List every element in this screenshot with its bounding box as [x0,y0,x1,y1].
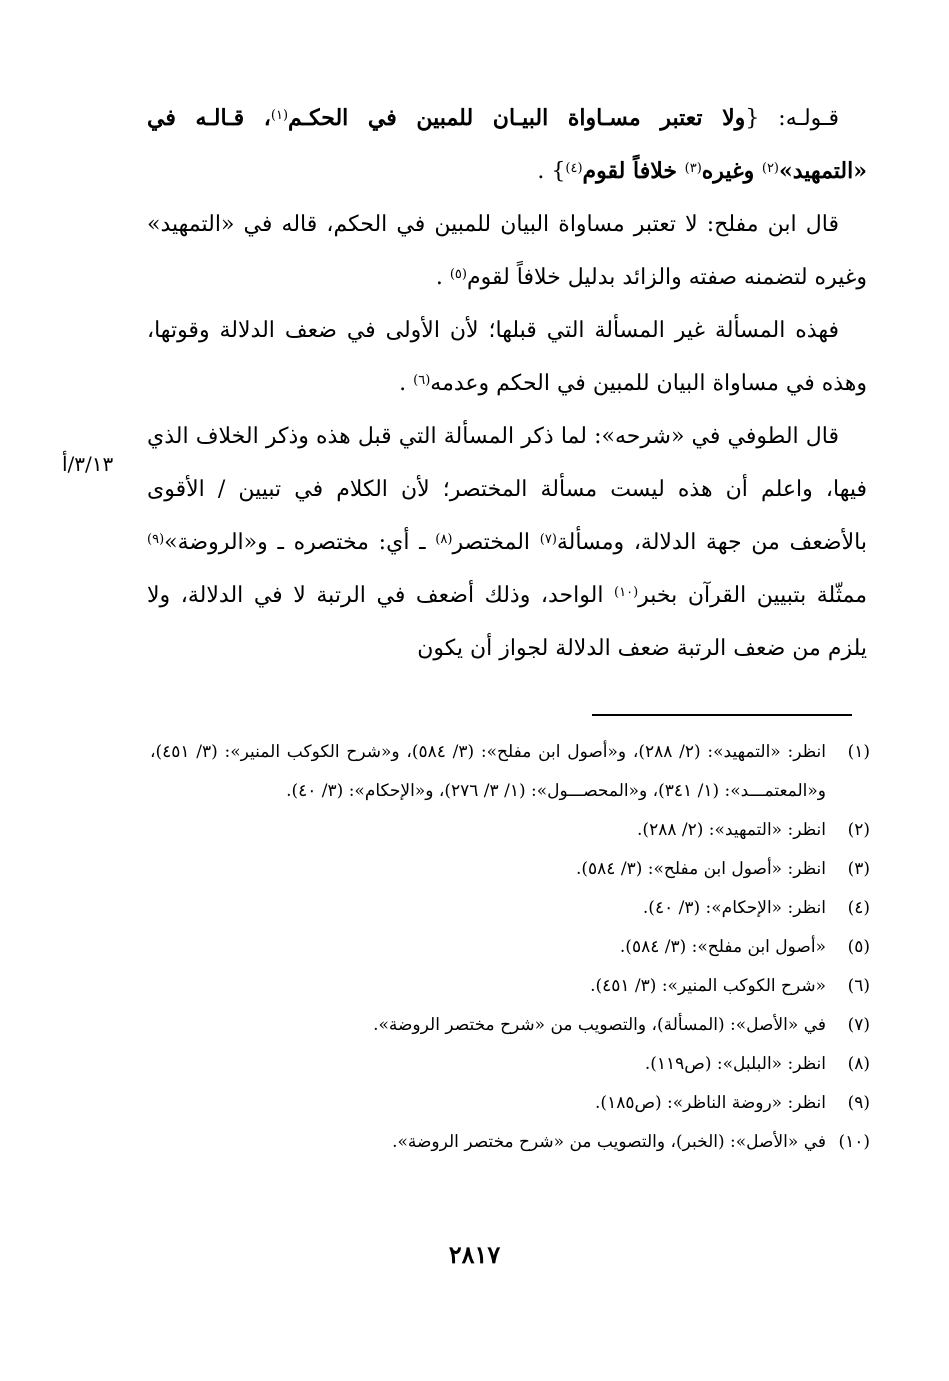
footnote-text: انظر: «أصول ابن مفلح»: (٣/ ٥٨٤). [575,859,826,879]
footnote [150,811,870,850]
footnote [150,1084,870,1123]
footnote-number: (٦) [847,976,870,996]
text-run: قال ابن مفلح: لا تعتبر مساواة البيان للمبين في الحكم، قاله في «التمهيد» وغيره لتضمنه صفته والزائد بدليل خلافاً لقوم [147,212,867,290]
footnote-text: «شرح الكوكب المنير»: (٣/ ٤٥١). [590,976,826,996]
matn-text: وغيره [701,158,762,184]
footnotes [150,733,870,1162]
text-run: } . [537,159,566,184]
footnote-number: (٣) [847,859,870,879]
matn-text: خلافاً لقوم [582,158,685,184]
paragraph [147,198,867,304]
matn-text: ، قـالـه في «التمهيد» [147,105,867,184]
footnote-ref: (٨) [435,532,453,547]
footnote-ref: (٤) [565,161,583,176]
page-number: ٢٨١٧ [448,1240,501,1269]
text-run: فهذه المسألة غير المسألة التي قبلها؛ لأن الأولى في ضعف الدلالة وقوتها، وهذه في مساواة البيان للمبين في الحكم وعدمه [147,318,867,396]
footnote [150,928,870,967]
footnote-text: في «الأصل»: (المسألة)، والتصويب من «شرح مختصر الروضة». [373,1015,826,1035]
footnote-ref: (٣) [684,161,702,176]
matn-text: ولا تعتبر مسـاواة البيـان للمبين في الحكـم [288,105,746,131]
footnote-text: انظر: «التمهيد»: (٢/ ٢٨٨). [637,820,826,840]
footnote-text: انظر: «التمهيد»: (٢/ ٢٨٨)، و«أصول ابن مفلح»: (٣/ ٥٨٤)، و«شرح الكوكب المنير»: (٣/ ٤٥١)، و«المعتمـــد»: (١/ ٣٤١)، و«المحصـــول»: (١/ ٣/ ٢٧٦)، و«الإحكام»: (٣/ ٤٠). [150,742,826,801]
footnote [150,1006,870,1045]
footnote-ref: (١) [270,108,289,123]
footnote-number: (٢) [847,820,870,840]
footnote-text: انظر: «الإحكام»: (٣/ ٤٠). [642,898,826,918]
paragraph [147,410,867,675]
footnote-ref: (٦) [413,373,431,388]
text-run: ـ أي: مختصره ـ و«الروضة» [164,530,436,555]
footnote [150,889,870,928]
footnote-number: (٤) [847,898,870,918]
footnote-separator [592,714,852,716]
footnote-ref: (٩) [147,532,165,547]
text-run: الواحد، وذلك أضعف في الرتبة لا في الدلالة، ولا يلزم من ضعف الرتبة ضعف الدلالة لجواز أن يكون [147,583,867,661]
footnote-number: (٨) [847,1054,870,1074]
main-text [147,92,867,675]
footnote [150,1123,870,1162]
paragraph [147,92,867,198]
footnote-ref: (٢) [761,161,779,176]
footnote-text: انظر: «البلبل»: (ص١١٩). [644,1054,826,1074]
text-run: . [435,265,450,290]
footnote-ref: (١٠) [614,585,639,600]
footnote-number: (١٠) [838,1132,870,1152]
text-run: . [399,371,414,396]
footnote-text: انظر: «روضة الناظر»: (ص١٨٥). [595,1093,826,1113]
footnote [150,967,870,1006]
text-run: قـولـه: { [745,106,839,131]
footnote [150,733,870,811]
paragraph [147,304,867,410]
footnote-text: «أصول ابن مفلح»: (٣/ ٥٨٤). [619,937,826,957]
footnote-number: (١) [847,742,870,762]
footnote [150,1045,870,1084]
footnote-number: (٥) [847,937,870,957]
footnote-ref: (٥) [449,267,467,282]
footnote-ref: (٧) [539,532,557,547]
footnote-number: (٩) [847,1093,870,1113]
text-run: المختصر [452,530,540,555]
footnote [150,850,870,889]
footnote-text: في «الأصل»: (الخبر)، والتصويب من «شرح مختصر الروضة». [392,1132,826,1152]
footnote-number: (٧) [847,1015,870,1035]
text-run: قال الطوفي في «شرحه»: لما ذكر المسألة التي قبل هذه وذكر الخلاف الذي فيها، واعلم أن هذه ليست مسألة المختصر؛ لأن الكلام في تبيين / الأقوى بالأضعف من جهة الدلالة، ومسألة [147,424,867,555]
manuscript-folio-reference: ٣/١٣/أ [62,452,114,476]
text-run: ممثّلة بتبيين القرآن بخبر [638,583,867,608]
